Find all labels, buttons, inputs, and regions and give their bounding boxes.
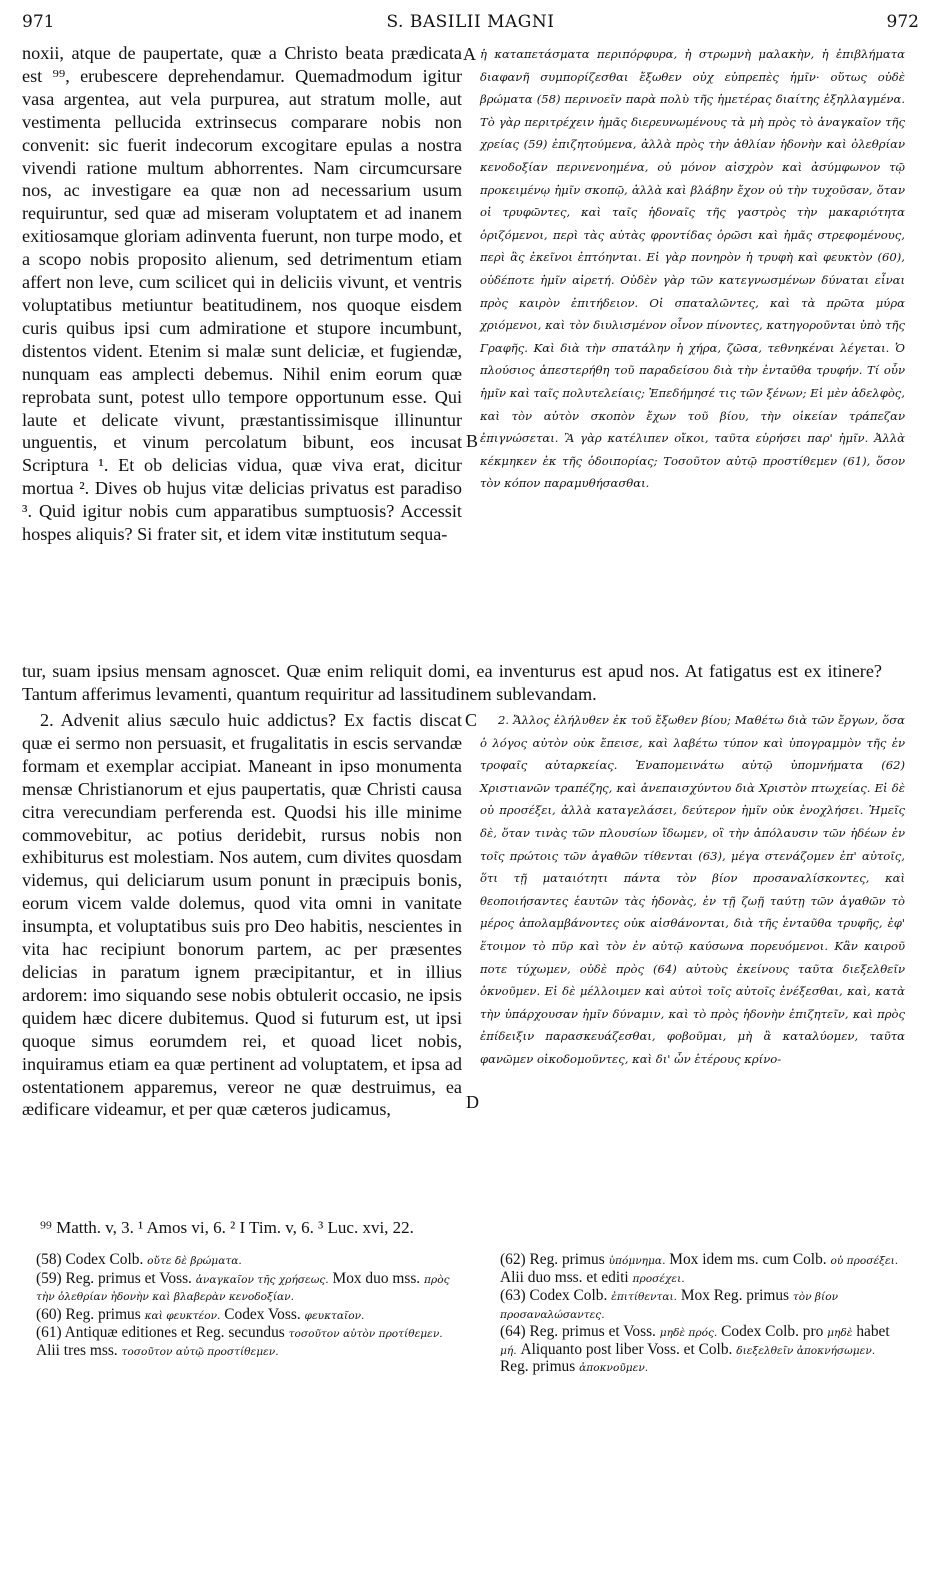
running-title: S. BASILII MAGNI <box>386 12 555 32</box>
latin-text-full: tur, suam ipsius mensam agnoscet. Quæ enim reliquit domi, ea inventurus est apud nos. At fatigatus est ex itinere? Tantum afferimus levamenti, quantum requiritur ad lassitudinem sublevandam. <box>22 661 882 704</box>
footnote-58: (58) Codex Colb. οὔτε δὲ βρώματα. <box>36 1251 242 1268</box>
latin-text-top: noxii, atque de paupertate, quæ a Christo beata prædicata est ⁹⁹, erubescere deprehendamur. Quemadmodum igitur vasa argentea, aut vela purpurea, aut stratum molle, aut vestimenta pellucida extrinsecus comparare nobis non convenit: sic fuerit indecorum excogitare epulas a nostra vivendi ratione multum abhorrentes. Nam circumcursare nos, ac investigare ea quæ non ad necessarium usum requiruntur, sed quæ ad miseram voluptatem et ad inanem exitiosamque gloriam adinventa fuerunt, non turpe modo, et a scopo nobis proposito alienum, sed detrimentum etiam affert non leve, cum scilicet qui in deliciis vivunt, et ventris voluptatibus metiuntur beatitudinem, nos quoque eisdem curis quibus ipsi cum admiratione et stupore incumbunt, distentos vident. Etenim si malæ sunt deliciæ, et fugiendæ, nunquam eas amplecti debemus. Nihil enim eorum quæ reprobata sunt, potest ullo tempore opportunum esse. Qui laute et delicate vivunt, præstantissimisque illinuntur unguentis, et vinum percolatum bibunt, eos incusat Scriptura ¹. Et ob delicias vidua, quæ viva erat, dicitur mortua ². Dives ob hujus vitæ delicias privatus est paradiso ³. Quid igitur nobis cum apparatibus sumptuosis? Accessit hospes aliquis? Si frater sit, et idem vitæ institutum sequa- <box>22 43 462 545</box>
scripture-references-text: ⁹⁹ Matth. v, 3. ¹ Amos vi, 6. ² I Tim. v, 6. ³ Luc. xvi, 22. <box>40 1218 414 1237</box>
page-number-right: 972 <box>886 12 919 32</box>
scripture-references <box>40 1218 910 1238</box>
greek-text-top: ἡ καταπετάσματα περιπόρφυρα, ἡ στρωμνὴ μαλακὴν, ἡ ἐπιβλήματα διαφανῆ συμπορίζεσθαι ἔξωθεν οὐχ εὐπρεπὲς ἡμῖν· οὕτως οὐδὲ βρώματα (58) περινοεῖν παρὰ πολὺ τῆς ἡμετέρας διαίτης ἐξηλλαγμένα. Τὸ γὰρ περιτρέχειν ἡμᾶς διερευνωμένους τὰ μὴ πρὸς τὸ ἀναγκαῖον τῆς χρείας (59) ἐπιζητούμενα, ἀλλὰ πρὸς τὴν ἀθλίαν ἡδονὴν καὶ ὀλεθρίαν κενοδοξίαν περινενοημένα, οὐ μόνον αἰσχρὸν καὶ ἀσύμφωνον τῷ προκειμένῳ ἡμῖν σκοπῷ, ἀλλὰ καὶ βλάβην ἔχον οὐ τὴν τυχοῦσαν, ὅταν οἱ τρυφῶντες, καὶ ταῖς ἡδοναῖς τῆς γαστρὸς τὴν μακαριότητα ὁριζόμενοι, περὶ τὰς αὐτὰς φροντίδας ὁρῶσι καὶ ἡμᾶς στρεφομένους, περὶ ἃς ἐκεῖνοι ἐπτόηνται. Εἰ γὰρ πονηρὸν ἡ τρυφὴ καὶ φευκτὸν (60), οὐδέποτε ἡμῖν αἱρετή. Οὐδὲν γὰρ τῶν κατεγνωσμένων δύναται εἶναι πρὸς καιρὸν ἐπιτήδειον. Οἱ σπαταλῶντες, καὶ τὰ πρῶτα μύρα χριόμενοι, καὶ τὸν διυλισμένον οἶνον πίνοντες, κατηγοροῦνται ὑπὸ τῆς Γραφῆς. Καὶ διὰ τὴν σπατάλην ἡ χήρα, ζῶσα, τεθνηκέναι λέγεται. Ὁ πλούσιος ἀπεστερήθη τοῦ παραδείσου διὰ τὴν ἐνταῦθα τρυφήν. Τί οὖν ἡμῖν καὶ ταῖς πολυτελείαις; Ἐπεδήμησέ τις τῶν ξένων; Εἰ μὲν ἀδελφὸς, καὶ τὸν αὐτὸν σκοπὸν ἔχων τοῦ βίου, τὴν οἰκείαν τράπεζαν ἐπιγνώσεται. Ἃ γὰρ κατέλιπεν οἴκοι, ταῦτα εὑρήσει παρ' ἡμῖν. Ἀλλὰ κέκμηκεν ἐκ τῆς ὁδοιπορίας; Τοσοῦτον αὐτῷ προστίθεμεν (61), ὅσον τὸν κόπον παραμυθήσασθαι. <box>480 47 905 491</box>
page-header <box>22 8 919 38</box>
latin-column-top <box>22 42 462 546</box>
margin-marker-c: C <box>465 710 478 730</box>
latin-column-bottom <box>22 709 462 1121</box>
latin-full-width <box>22 660 882 706</box>
footnote-59: (59) Reg. primus et Voss. ἀναγκαῖον τῆς χρήσεως. Mox duo mss. πρὸς τὴν ὀλεθρίαν ἡδονὴν καὶ βλαβερὰν κενοδοξίαν. <box>36 1269 450 1303</box>
page-number-left: 971 <box>22 12 55 32</box>
footnotes-right <box>500 1252 905 1378</box>
margin-marker-d: D <box>466 1092 479 1112</box>
greek-column-top <box>480 43 905 495</box>
latin-text-bottom: 2. Advenit alius sæculo huic addictus? Ex factis discat quæ ei sermo non persuasit, et frugalitatis in escis servandæ formam et exemplar accipiat. Maneant in ipso monumenta mensæ Christianorum et ejus paupertatis, quæ Christi causa citra verecundiam perferenda est. Quodsi his ille minime commovebitur, ac potius deridebit, rursus nobis non exhibiturus est molestiam. Nos autem, cum divites quosdam videmus, qui deliciarum usum ponunt in præcipuis bonis, eorum vicem valde dolemus, quod vita omni in vanitate insumpta, et voluptatibus suis pro Deo habitis, nescientes in vita hac recipiunt bonorum partem, ac per præsentes delicias in paratum ignem præcipitantur, et in illius ardorem: imo siquando sese nobis obtulerit occasio, ne ipsis quidem hæc dicere dubitemus. Quod si futurum est, ut ipsi quoque simus eorumdem rei, et quoad licet nobis, inquiramus etiam ea quæ pertinent ad voluptatem, et ipsa ad ostentationem apparemus, vereor ne quæ destruimus, ea ædificare videamur, et per quæ cæteros judicamus, <box>22 710 462 1120</box>
margin-marker-b: B <box>466 431 479 451</box>
margin-marker-a: A <box>463 44 476 64</box>
greek-text-bottom: 2. Ἄλλος ἐλήλυθεν ἐκ τοῦ ἔξωθεν βίου; Μαθέτω διὰ τῶν ἔργων, ὅσα ὁ λόγος αὐτὸν οὐκ ἔπεισε, καὶ λαβέτω τύπον καὶ ὑπογραμμὸν τῆς ἐν τροφαῖς αὐταρκείας. Ἐναπομεινάτω αὐτῷ ὑπομνήματα (62) Χριστιανῶν τραπέζης, καὶ ἀνεπαισχύντου διὰ Χριστὸν πτωχείας. Εἰ δὲ οὐ προσέξει, ἀλλὰ καταγελάσει, δεύτερον ἡμῖν οὐκ ἐνοχλήσει. Ἡμεῖς δὲ, ὅταν τινὰς τῶν πλουσίων ἴδωμεν, οἳ τὴν ἀπόλαυσιν τῶν ἡδέων ἐν τοῖς πρώτοις τῶν ἀγαθῶν τίθενται (63), μέγα στενάζομεν ἐπ' αὐτοῖς, ὅτι τῇ ματαιότητι πάντα τὸν βίον προσαναλίσκοντες, καὶ θεοποιήσαντες ἑαυτῶν τὰς ἡδονὰς, ἐν τῇ ζωῇ ταύτῃ τῶν ἀγαθῶν τὸ μέρος ἀπολαμβάνοντες οὐκ αἰσθάνονται, διὰ τῆς ἐνταῦθα τρυφῆς, ἐφ' ἕτοιμον τὸ πῦρ καὶ τὸν ἐν αὐτῷ καύσωνα πορευόμενοι. Κἂν καιροῦ ποτε τύχωμεν, οὐδὲ πρὸς (64) αὐτοὺς ἐκείνους ταῦτα διεξελθεῖν ὀκνοῦμεν. Εἰ δὲ μέλλοιμεν καὶ αὐτοὶ τοῖς αὐτοῖς ἐνέξεσθαι, καὶ, κατὰ τὴν ὑπάρχουσαν ἡμῖν δύναμιν, καὶ τὸ πρὸς ἡδονὴν ἐπιζητεῖν, καὶ πρὸς ἐπίδειξιν παρασκευάζεσθαι, φοβοῦμαι, μὴ ἃ καταλύομεν, ταῦτα φανῶμεν οἰκοδομοῦντες, καὶ δι' ὧν ἑτέρους κρίνο- <box>480 713 905 1066</box>
footnote-60: (60) Reg. primus καὶ φευκτέον. Codex Voss. φευκταῖον. <box>36 1305 365 1323</box>
greek-column-bottom <box>480 709 905 1071</box>
footnote-63: (63) Codex Colb. ἐπιτίθενται. Mox Reg. primus τὸν βίον προσαναλώσαντες. <box>500 1287 839 1321</box>
footnote-61: (61) Antiquæ editiones et Reg. secundus τοσοῦτον αὐτὸν προτίθεμεν. Alii tres mss. τοσοῦτον αὐτῷ προστίθεμεν. <box>36 1324 443 1359</box>
footnote-64: (64) Reg. primus et Voss. μηδὲ πρός. Codex Colb. pro μηδὲ habet μή. Aliquanto post liber Voss. et Colb. διεξελθεῖν ἀποκνήσωμεν. Reg. primus ἀποκνοῦμεν. <box>500 1323 890 1375</box>
footnote-62: (62) Reg. primus ὑπόμνημα. Mox idem ms. cum Colb. οὐ προσέξει. Alii duo mss. et editi προσέχει. <box>500 1251 899 1286</box>
footnotes-left <box>36 1252 466 1361</box>
